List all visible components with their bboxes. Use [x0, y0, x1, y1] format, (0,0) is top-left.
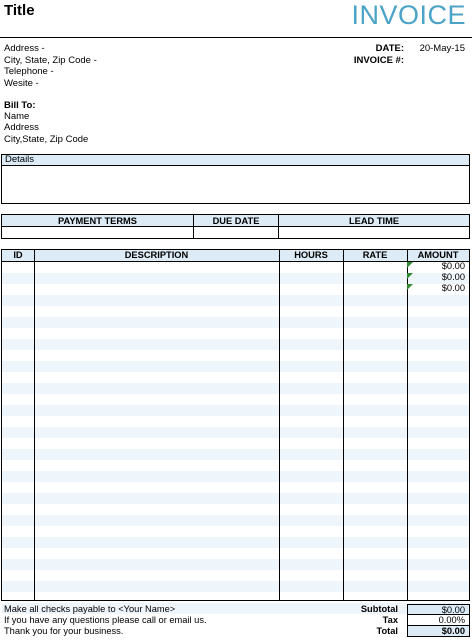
column-divider	[279, 250, 280, 600]
bill-to-block	[4, 100, 88, 145]
row-stripe	[2, 339, 469, 350]
invoice-meta-values	[410, 43, 465, 66]
row-stripe	[2, 273, 469, 284]
amount-header: AMOUNT	[417, 250, 459, 260]
lead-time-header: LEAD TIME	[279, 215, 470, 227]
total-label: Total	[376, 626, 398, 636]
amount-cell[interactable]: $0.00	[441, 283, 465, 293]
total-value[interactable]: $0.00	[407, 626, 470, 637]
date-value[interactable]: 20-May-15	[419, 43, 465, 54]
row-stripe	[2, 317, 469, 328]
row-stripe	[2, 471, 469, 482]
bill-to-heading: Bill To:	[4, 100, 36, 111]
row-stripe	[2, 449, 469, 460]
amount-cell[interactable]: $0.00	[441, 272, 465, 282]
header-divider	[0, 37, 472, 38]
row-stripe	[2, 383, 469, 394]
row-stripe	[2, 515, 469, 526]
row-stripe	[2, 405, 469, 416]
row-stripe	[2, 295, 469, 306]
hours-header: HOURS	[294, 250, 328, 260]
footer-notes	[4, 604, 207, 637]
details-field[interactable]	[1, 166, 470, 204]
row-stripe	[2, 427, 469, 438]
column-divider	[407, 250, 408, 600]
company-address-block	[4, 43, 97, 89]
row-stripe	[2, 559, 469, 570]
row-stripe	[2, 581, 469, 592]
payment-terms-header: PAYMENT TERMS	[2, 215, 194, 227]
row-stripe	[2, 361, 469, 372]
payable-note: Make all checks payable to <Your Name>	[4, 604, 176, 614]
subtotal-value[interactable]: $0.00	[407, 604, 470, 615]
bill-to-name: Name	[4, 111, 30, 123]
column-divider	[343, 250, 344, 600]
summary-labels	[330, 604, 398, 637]
invoice-heading: INVOICE	[351, 0, 466, 30]
due-date-cell[interactable]	[194, 227, 279, 239]
line-items-table	[1, 249, 470, 601]
row-stripe	[2, 537, 469, 548]
subtotal-label: Subtotal	[360, 604, 398, 614]
due-date-header: DUE DATE	[194, 215, 279, 227]
company-address: Address -	[4, 43, 45, 54]
company-telephone: Telephone -	[4, 66, 54, 77]
payment-terms-cell[interactable]	[2, 227, 194, 239]
invoice-number-label: INVOICE #:	[353, 54, 404, 66]
row-stripe	[2, 493, 469, 504]
bill-to-address: Address	[4, 122, 39, 134]
tax-label: Tax	[382, 615, 398, 625]
lead-time-cell[interactable]	[279, 227, 470, 239]
tax-value[interactable]: 0.00%	[407, 615, 470, 626]
bill-to-city: City,State, Zip Code	[4, 133, 89, 145]
thanks-note: Thank you for your business.	[4, 626, 124, 636]
invoice-meta-labels	[352, 43, 404, 66]
date-label: DATE:	[375, 43, 404, 54]
questions-note: If you have any questions please call or email us.	[4, 615, 207, 625]
details-header: Details	[1, 154, 470, 166]
column-divider	[34, 250, 35, 600]
description-header: DESCRIPTION	[124, 250, 189, 260]
document-title: Title	[4, 2, 35, 19]
company-website: Wesite -	[4, 77, 39, 89]
invoice-number-value[interactable]	[410, 55, 465, 67]
rate-header: RATE	[362, 250, 388, 260]
amount-cell[interactable]: $0.00	[441, 261, 465, 271]
terms-table	[1, 214, 470, 239]
company-city: City, State, Zip Code -	[4, 54, 97, 66]
id-header: ID	[13, 250, 23, 260]
